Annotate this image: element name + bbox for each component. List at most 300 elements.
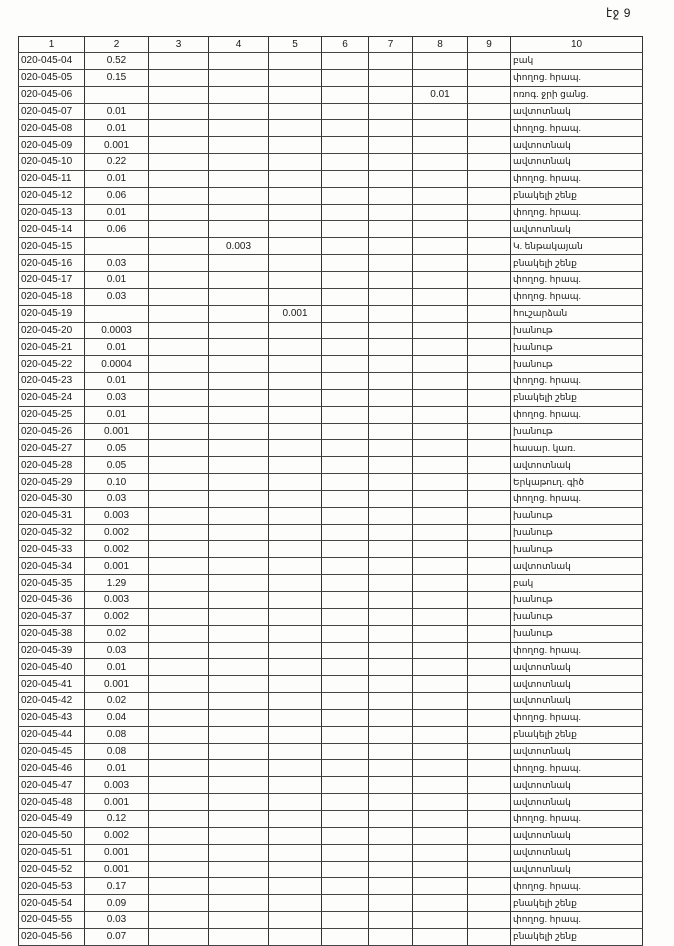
col7-cell (369, 103, 413, 120)
col5-cell (269, 373, 322, 390)
col6-cell (322, 440, 369, 457)
parcel-code-cell: 020-045-51 (19, 844, 85, 861)
col7-cell (369, 238, 413, 255)
table-row (19, 625, 643, 642)
col4-cell (209, 204, 269, 221)
land-use-cell: խանութ (511, 608, 643, 625)
table-row (19, 154, 643, 171)
col4-cell (209, 743, 269, 760)
parcel-code-cell: 020-045-38 (19, 625, 85, 642)
col7-cell (369, 221, 413, 238)
col8-cell (413, 53, 468, 70)
col5-cell (269, 878, 322, 895)
col8-cell (413, 154, 468, 171)
col6-cell (322, 474, 369, 491)
col7-cell (369, 507, 413, 524)
area-cell: 0.03 (85, 288, 149, 305)
col4-cell (209, 356, 269, 373)
col5-cell (269, 204, 322, 221)
col3-cell (149, 238, 209, 255)
col4-cell (209, 154, 269, 171)
land-use-cell: Կ. ենթակայան (511, 238, 643, 255)
area-cell: 0.03 (85, 912, 149, 929)
parcel-code-cell: 020-045-07 (19, 103, 85, 120)
col4-cell (209, 794, 269, 811)
parcel-code-cell: 020-045-10 (19, 154, 85, 171)
col5-cell (269, 726, 322, 743)
col8-cell (413, 271, 468, 288)
table-row (19, 69, 643, 86)
col4-cell (209, 221, 269, 238)
col8-cell (413, 743, 468, 760)
col3-cell (149, 541, 209, 558)
parcel-code-cell: 020-045-34 (19, 558, 85, 575)
table-row (19, 53, 643, 70)
col8-cell (413, 490, 468, 507)
parcel-code-cell: 020-045-56 (19, 928, 85, 945)
col3-cell (149, 373, 209, 390)
col7-cell (369, 524, 413, 541)
col3-cell (149, 389, 209, 406)
table-row (19, 288, 643, 305)
land-use-cell: բնակելի շենք (511, 255, 643, 272)
col4-cell (209, 322, 269, 339)
table-row (19, 760, 643, 777)
col7-cell (369, 86, 413, 103)
col6-cell (322, 592, 369, 609)
parcel-code-cell: 020-045-17 (19, 271, 85, 288)
col5-cell (269, 810, 322, 827)
col5-cell (269, 389, 322, 406)
col5-cell (269, 507, 322, 524)
col7-cell (369, 878, 413, 895)
land-register-table (18, 36, 643, 946)
col5-cell (269, 676, 322, 693)
col9-cell (468, 625, 511, 642)
parcel-code-cell: 020-045-14 (19, 221, 85, 238)
table-row (19, 558, 643, 575)
col6-cell (322, 777, 369, 794)
col4-cell (209, 524, 269, 541)
col7-cell (369, 356, 413, 373)
column-header: 9 (468, 37, 511, 53)
col4-cell (209, 777, 269, 794)
table-row (19, 827, 643, 844)
col7-cell (369, 743, 413, 760)
col8-cell (413, 524, 468, 541)
land-use-cell: ավտոտնակ (511, 777, 643, 794)
col4-cell (209, 676, 269, 693)
land-use-cell: խանութ (511, 625, 643, 642)
col8-cell: 0.01 (413, 86, 468, 103)
parcel-code-cell: 020-045-26 (19, 423, 85, 440)
col3-cell (149, 810, 209, 827)
col3-cell (149, 676, 209, 693)
col6-cell (322, 238, 369, 255)
col9-cell (468, 103, 511, 120)
area-cell: 0.22 (85, 154, 149, 171)
col6-cell (322, 760, 369, 777)
col6-cell (322, 928, 369, 945)
col3-cell (149, 794, 209, 811)
area-cell: 0.01 (85, 339, 149, 356)
col7-cell (369, 137, 413, 154)
col8-cell (413, 221, 468, 238)
table-row (19, 676, 643, 693)
land-use-cell: ավտոտնակ (511, 794, 643, 811)
col4-cell (209, 625, 269, 642)
col4-cell (209, 928, 269, 945)
col3-cell (149, 592, 209, 609)
land-use-cell: խանութ (511, 423, 643, 440)
parcel-code-cell: 020-045-45 (19, 743, 85, 760)
col9-cell (468, 928, 511, 945)
land-use-cell: ավտոտնակ (511, 154, 643, 171)
col5-cell (269, 608, 322, 625)
col3-cell (149, 440, 209, 457)
col5-cell (269, 659, 322, 676)
col7-cell (369, 726, 413, 743)
col5-cell (269, 288, 322, 305)
land-use-cell: փողոց. հրապ. (511, 170, 643, 187)
col3-cell (149, 709, 209, 726)
col5-cell (269, 777, 322, 794)
area-cell: 0.15 (85, 69, 149, 86)
area-cell: 0.06 (85, 187, 149, 204)
col4-cell (209, 642, 269, 659)
col7-cell (369, 541, 413, 558)
col8-cell (413, 777, 468, 794)
area-cell: 0.04 (85, 709, 149, 726)
parcel-code-cell: 020-045-40 (19, 659, 85, 676)
table-row (19, 810, 643, 827)
col6-cell (322, 86, 369, 103)
col5-cell (269, 69, 322, 86)
table-row (19, 777, 643, 794)
parcel-code-cell: 020-045-32 (19, 524, 85, 541)
col5-cell (269, 541, 322, 558)
col6-cell (322, 558, 369, 575)
col4-cell (209, 457, 269, 474)
area-cell: 0.002 (85, 608, 149, 625)
col3-cell (149, 625, 209, 642)
col9-cell (468, 895, 511, 912)
header-row (19, 37, 643, 53)
col3-cell (149, 457, 209, 474)
col3-cell (149, 777, 209, 794)
col3-cell (149, 137, 209, 154)
parcel-code-cell: 020-045-43 (19, 709, 85, 726)
column-header: 4 (209, 37, 269, 53)
col8-cell (413, 928, 468, 945)
col3-cell (149, 524, 209, 541)
land-use-cell: հասար. կառ. (511, 440, 643, 457)
col9-cell (468, 288, 511, 305)
col7-cell (369, 389, 413, 406)
area-cell: 0.03 (85, 389, 149, 406)
col4-cell (209, 69, 269, 86)
land-use-cell: ոռոգ. ջրի ցանց. (511, 86, 643, 103)
col6-cell (322, 406, 369, 423)
col5-cell (269, 170, 322, 187)
col4-cell (209, 339, 269, 356)
col4-cell (209, 541, 269, 558)
land-use-cell: խանութ (511, 339, 643, 356)
col5-cell (269, 575, 322, 592)
col8-cell (413, 103, 468, 120)
area-cell: 0.01 (85, 271, 149, 288)
col8-cell (413, 389, 468, 406)
col8-cell (413, 339, 468, 356)
land-use-cell: խանութ (511, 592, 643, 609)
col6-cell (322, 373, 369, 390)
col4-cell (209, 490, 269, 507)
col3-cell (149, 760, 209, 777)
col3-cell (149, 339, 209, 356)
col9-cell (468, 827, 511, 844)
col6-cell (322, 187, 369, 204)
area-cell: 0.03 (85, 255, 149, 272)
col8-cell (413, 541, 468, 558)
col4-cell (209, 608, 269, 625)
area-cell: 0.003 (85, 777, 149, 794)
col9-cell (468, 608, 511, 625)
col8-cell (413, 895, 468, 912)
table-row (19, 221, 643, 238)
land-use-cell: բնակելի շենք (511, 928, 643, 945)
col3-cell (149, 53, 209, 70)
col7-cell (369, 592, 413, 609)
col8-cell (413, 507, 468, 524)
col7-cell (369, 625, 413, 642)
land-use-cell: փողոց. հրապ. (511, 878, 643, 895)
col8-cell (413, 726, 468, 743)
land-use-cell: խանութ (511, 541, 643, 558)
col7-cell (369, 777, 413, 794)
area-cell: 0.08 (85, 743, 149, 760)
parcel-code-cell: 020-045-37 (19, 608, 85, 625)
col6-cell (322, 423, 369, 440)
col3-cell (149, 356, 209, 373)
area-cell: 0.001 (85, 423, 149, 440)
area-cell: 0.03 (85, 490, 149, 507)
col4-cell (209, 440, 269, 457)
col5-cell (269, 928, 322, 945)
col6-cell (322, 137, 369, 154)
col5-cell (269, 187, 322, 204)
parcel-code-cell: 020-045-18 (19, 288, 85, 305)
col6-cell (322, 861, 369, 878)
col5-cell (269, 524, 322, 541)
area-cell: 1.29 (85, 575, 149, 592)
col6-cell (322, 120, 369, 137)
area-cell: 0.001 (85, 558, 149, 575)
col3-cell (149, 221, 209, 238)
parcel-code-cell: 020-045-28 (19, 457, 85, 474)
col6-cell (322, 69, 369, 86)
area-cell: 0.001 (85, 137, 149, 154)
col9-cell (468, 794, 511, 811)
col8-cell (413, 170, 468, 187)
col8-cell (413, 827, 468, 844)
col5-cell (269, 120, 322, 137)
col3-cell (149, 912, 209, 929)
col9-cell (468, 912, 511, 929)
col9-cell (468, 69, 511, 86)
parcel-code-cell: 020-045-31 (19, 507, 85, 524)
col9-cell (468, 861, 511, 878)
col9-cell (468, 221, 511, 238)
area-cell: 0.003 (85, 507, 149, 524)
col3-cell (149, 575, 209, 592)
col4-cell (209, 558, 269, 575)
table-row (19, 794, 643, 811)
column-header: 5 (269, 37, 322, 53)
area-cell (85, 86, 149, 103)
col9-cell (468, 53, 511, 70)
col8-cell (413, 238, 468, 255)
col4-cell (209, 659, 269, 676)
col4-cell (209, 827, 269, 844)
col7-cell (369, 490, 413, 507)
col9-cell (468, 170, 511, 187)
col4-cell (209, 592, 269, 609)
land-use-cell: փողոց. հրապ. (511, 406, 643, 423)
col8-cell (413, 760, 468, 777)
col5-cell (269, 642, 322, 659)
col7-cell (369, 558, 413, 575)
land-use-cell: ավտոտնակ (511, 676, 643, 693)
col7-cell (369, 474, 413, 491)
table-row (19, 86, 643, 103)
land-use-cell: բնակելի շենք (511, 726, 643, 743)
col9-cell (468, 541, 511, 558)
area-cell: 0.002 (85, 827, 149, 844)
col5-cell (269, 558, 322, 575)
area-cell: 0.02 (85, 693, 149, 710)
col6-cell (322, 322, 369, 339)
parcel-code-cell: 020-045-55 (19, 912, 85, 929)
table-row (19, 524, 643, 541)
col6-cell (322, 305, 369, 322)
col5-cell (269, 339, 322, 356)
col4-cell (209, 373, 269, 390)
col7-cell (369, 440, 413, 457)
col6-cell (322, 659, 369, 676)
col9-cell (468, 558, 511, 575)
col8-cell (413, 794, 468, 811)
col7-cell (369, 271, 413, 288)
col5-cell (269, 490, 322, 507)
col6-cell (322, 356, 369, 373)
table-row (19, 271, 643, 288)
table-row (19, 878, 643, 895)
area-cell: 0.01 (85, 170, 149, 187)
col5-cell (269, 625, 322, 642)
col7-cell (369, 642, 413, 659)
table-row (19, 406, 643, 423)
col6-cell (322, 389, 369, 406)
parcel-code-cell: 020-045-04 (19, 53, 85, 70)
col5-cell (269, 844, 322, 861)
table-row (19, 170, 643, 187)
table-row (19, 322, 643, 339)
parcel-code-cell: 020-045-49 (19, 810, 85, 827)
col9-cell (468, 440, 511, 457)
table-row (19, 373, 643, 390)
col4-cell (209, 53, 269, 70)
col6-cell (322, 642, 369, 659)
land-use-cell: ավտոտնակ (511, 743, 643, 760)
col5-cell (269, 154, 322, 171)
col6-cell (322, 170, 369, 187)
land-use-cell: խանութ (511, 507, 643, 524)
parcel-code-cell: 020-045-25 (19, 406, 85, 423)
parcel-code-cell: 020-045-44 (19, 726, 85, 743)
col8-cell (413, 709, 468, 726)
col6-cell (322, 844, 369, 861)
col7-cell (369, 709, 413, 726)
col9-cell (468, 777, 511, 794)
land-use-cell: խանութ (511, 524, 643, 541)
col3-cell (149, 154, 209, 171)
col6-cell (322, 271, 369, 288)
table-row (19, 356, 643, 373)
col9-cell (468, 339, 511, 356)
col5-cell (269, 912, 322, 929)
table-row (19, 137, 643, 154)
table-row (19, 457, 643, 474)
parcel-code-cell: 020-045-11 (19, 170, 85, 187)
col6-cell (322, 507, 369, 524)
table-row (19, 709, 643, 726)
parcel-code-cell: 020-045-53 (19, 878, 85, 895)
land-use-cell: ավտոտնակ (511, 693, 643, 710)
col5-cell (269, 255, 322, 272)
col3-cell (149, 474, 209, 491)
col6-cell (322, 794, 369, 811)
table-row (19, 743, 643, 760)
col8-cell (413, 861, 468, 878)
col7-cell (369, 928, 413, 945)
column-header: 6 (322, 37, 369, 53)
col9-cell (468, 592, 511, 609)
column-header: 3 (149, 37, 209, 53)
col4-cell (209, 187, 269, 204)
parcel-code-cell: 020-045-39 (19, 642, 85, 659)
land-use-cell: փողոց. հրապ. (511, 69, 643, 86)
col5-cell (269, 760, 322, 777)
land-use-cell: Երկաթուղ. գիծ (511, 474, 643, 491)
col3-cell (149, 69, 209, 86)
col5-cell (269, 827, 322, 844)
col6-cell (322, 743, 369, 760)
col7-cell (369, 154, 413, 171)
col3-cell (149, 305, 209, 322)
col8-cell (413, 69, 468, 86)
col9-cell (468, 373, 511, 390)
col6-cell (322, 53, 369, 70)
col5-cell (269, 322, 322, 339)
col5-cell (269, 86, 322, 103)
land-use-cell: փողոց. հրապ. (511, 760, 643, 777)
col8-cell (413, 575, 468, 592)
col3-cell (149, 895, 209, 912)
land-use-cell: փողոց. հրապ. (511, 373, 643, 390)
area-cell: 0.05 (85, 440, 149, 457)
col6-cell (322, 154, 369, 171)
col9-cell (468, 356, 511, 373)
